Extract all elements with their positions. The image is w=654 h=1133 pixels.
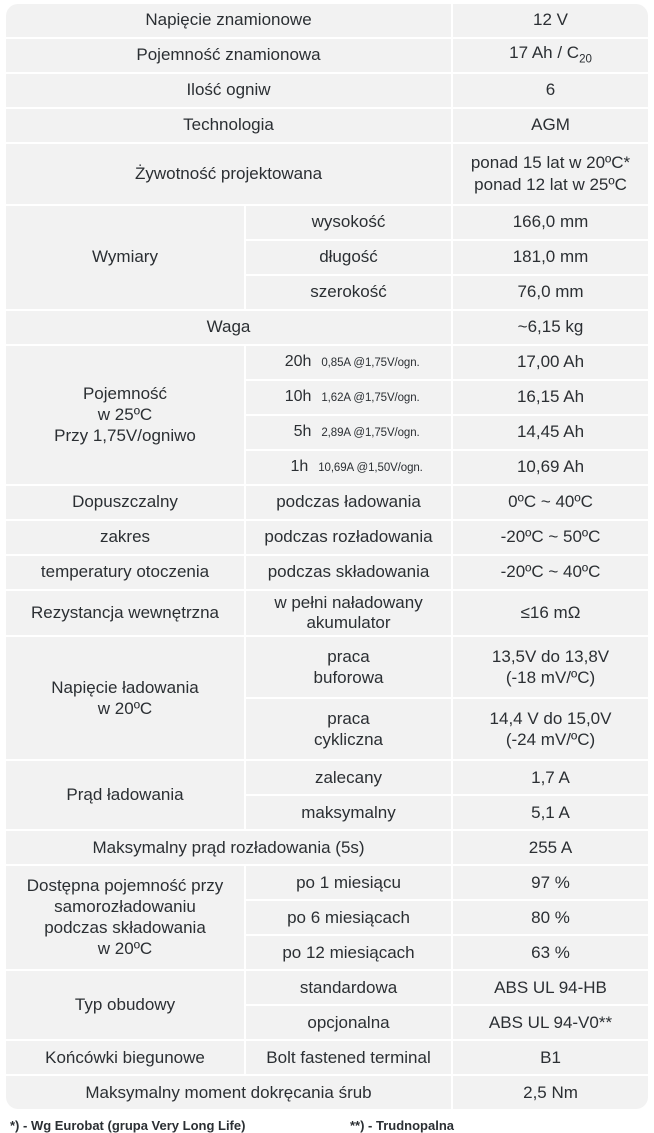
- capacity-current-20h: 0,85A @1,75V/ogn.: [321, 357, 420, 370]
- charge-voltage-value-cyclic: [453, 699, 648, 761]
- table-row: [6, 971, 648, 1006]
- charge-voltage-value-standby: [453, 637, 648, 699]
- capacity-rate-10h: [246, 381, 453, 416]
- self-discharge-value-12months: 63 %: [453, 936, 648, 971]
- temperature-sub-charging: podczas ładowania: [246, 486, 453, 521]
- table-row: [6, 486, 648, 521]
- row-label-technology: Technologia: [6, 109, 453, 144]
- self-discharge-label-line-3: podczas składowania: [44, 918, 206, 938]
- table-row: [6, 556, 648, 591]
- specification-table-body: [6, 4, 648, 1109]
- row-label-max-torque: Maksymalny moment dokręcania śrub: [6, 1076, 453, 1109]
- self-discharge-label-line-1: Dostępna pojemność przy: [26, 876, 224, 895]
- capacity-label-line-1: Pojemność: [82, 383, 168, 403]
- row-label-charge-voltage: [6, 637, 246, 761]
- capacity-rate-1h: [246, 451, 453, 486]
- design-life-line-1: ponad 15 lat w 20ºC*: [470, 153, 631, 173]
- row-label-nominal-capacity: Pojemność znamionowa: [6, 39, 453, 74]
- temperature-value-discharging: -20ºC ~ 50ºC: [453, 521, 648, 556]
- charge-voltage-label-line-2: w 20ºC: [97, 698, 153, 718]
- footnote-single-asterisk: *) - Wg Eurobat (grupa Very Long Life): [10, 1118, 246, 1133]
- housing-sub-standard: standardowa: [246, 971, 453, 1006]
- row-label-terminals: Końcówki biegunowe: [6, 1041, 246, 1076]
- charge-voltage-value-standby-line-2: (-18 mV/ºC): [505, 667, 596, 687]
- table-row: [6, 74, 648, 109]
- capacity-hours-1h: 1h: [290, 458, 309, 476]
- dimension-sub-length: długość: [246, 241, 453, 276]
- charge-voltage-sub-standby-line-2: buforowa: [313, 667, 384, 687]
- table-row: [6, 109, 648, 144]
- charge-voltage-label-line-1: Napięcie ładowania: [51, 677, 199, 697]
- charge-voltage-value-standby-line-1: 13,5V do 13,8V: [491, 646, 610, 666]
- table-row: [6, 4, 648, 39]
- table-row: [6, 144, 648, 206]
- self-discharge-sub-1month: po 1 miesiącu: [246, 866, 453, 901]
- housing-sub-optional: opcjonalna: [246, 1006, 453, 1041]
- self-discharge-label-line-4: w 20ºC: [97, 939, 153, 959]
- capacity-hours-10h: 10h: [284, 388, 312, 406]
- charge-voltage-sub-cyclic: [246, 699, 453, 761]
- table-row: [6, 591, 648, 637]
- table-row: [6, 1041, 648, 1076]
- row-value-technology: AGM: [453, 109, 648, 144]
- row-value-max-torque: 2,5 Nm: [453, 1076, 648, 1109]
- footnotes: [6, 1118, 648, 1133]
- row-label-charge-current: Prąd ładowania: [6, 761, 246, 831]
- charge-current-value-recommended: 1,7 A: [453, 761, 648, 796]
- row-label-capacity: [6, 346, 246, 486]
- charge-voltage-sub-cyclic-line-1: praca: [327, 708, 370, 728]
- footnote-double-asterisk: **) - Trudnopalna: [350, 1118, 454, 1133]
- terminals-value: B1: [453, 1041, 648, 1076]
- temperature-sub-storage: podczas składowania: [246, 556, 453, 591]
- row-label-internal-resistance: Rezystancja wewnętrzna: [6, 591, 246, 637]
- capacity-value-10h: 16,15 Ah: [453, 381, 648, 416]
- charge-voltage-value-cyclic-line-1: 14,4 V do 15,0V: [489, 708, 612, 728]
- dimension-sub-width: szerokość: [246, 276, 453, 311]
- table-row: [6, 831, 648, 866]
- charge-voltage-sub-standby-line-1: praca: [327, 646, 370, 666]
- dimension-value-height: 166,0 mm: [453, 206, 648, 241]
- table-row: [6, 39, 648, 74]
- capacity-value-1h: 10,69 Ah: [453, 451, 648, 486]
- temperature-value-charging: 0ºC ~ 40ºC: [453, 486, 648, 521]
- temperature-label-line-2: zakres: [6, 521, 246, 556]
- capacity-label-line-2: w 25ºC: [97, 404, 153, 424]
- capacity-current-5h: 2,89A @1,75V/ogn.: [321, 427, 420, 440]
- row-value-cell-count: 6: [453, 74, 648, 109]
- capacity-rate-20h: [246, 346, 453, 381]
- row-label-weight: Waga: [6, 311, 453, 346]
- capacity-current-1h: 10,69A @1,50V/ogn.: [318, 462, 423, 475]
- row-label-self-discharge: [6, 866, 246, 971]
- charge-voltage-sub-cyclic-line-2: cykliczna: [314, 729, 383, 749]
- row-label-dimensions: Wymiary: [6, 206, 246, 311]
- terminals-sub-type: Bolt fastened terminal: [246, 1041, 453, 1076]
- capacity-hours-5h: 5h: [293, 423, 312, 441]
- self-discharge-label-line-2: samorozładowaniu: [54, 897, 196, 917]
- dimension-value-length: 181,0 mm: [453, 241, 648, 276]
- self-discharge-sub-12months: po 12 miesiącach: [246, 936, 453, 971]
- table-row: [6, 346, 648, 381]
- self-discharge-sub-6months: po 6 miesiącach: [246, 901, 453, 936]
- self-discharge-value-1month: 97 %: [453, 866, 648, 901]
- self-discharge-value-6months: 80 %: [453, 901, 648, 936]
- capacity-rate-5h: [246, 416, 453, 451]
- internal-resistance-condition: w pełni naładowany akumulator: [246, 591, 453, 637]
- table-row: [6, 761, 648, 796]
- temperature-value-storage: -20ºC ~ 40ºC: [453, 556, 648, 591]
- charge-voltage-sub-standby: [246, 637, 453, 699]
- specification-table: [6, 4, 648, 1109]
- row-value-design-life: [453, 144, 648, 206]
- row-value-max-discharge-current: 255 A: [453, 831, 648, 866]
- table-row: [6, 206, 648, 241]
- capacity-value-20h: 17,00 Ah: [453, 346, 648, 381]
- charge-current-sub-maximum: maksymalny: [246, 796, 453, 831]
- row-label-housing-type: Typ obudowy: [6, 971, 246, 1041]
- temperature-label-line-3: temperatury otoczenia: [6, 556, 246, 591]
- table-row: [6, 311, 648, 346]
- table-row: [6, 637, 648, 699]
- row-value-nominal-capacity: 17 Ah / $C_{20}$: [453, 39, 648, 74]
- row-value-nominal-voltage: 12 V: [453, 4, 648, 39]
- capacity-label-line-3: Przy 1,75V/ogniwo: [54, 426, 196, 446]
- row-label-design-life: Żywotność projektowana: [6, 144, 453, 206]
- row-label-cell-count: Ilość ogniw: [6, 74, 453, 109]
- capacity-hours-20h: 20h: [284, 353, 312, 371]
- charge-voltage-value-cyclic-line-2: (-24 mV/ºC): [505, 729, 596, 749]
- row-label-nominal-voltage: Napięcie znamionowe: [6, 4, 453, 39]
- table-row: [6, 1076, 648, 1109]
- temperature-label-line-1: Dopuszczalny: [6, 486, 246, 521]
- row-label-max-discharge-current: Maksymalny prąd rozładowania (5s): [6, 831, 453, 866]
- table-row: [6, 521, 648, 556]
- capacity-current-10h: 1,62A @1,75V/ogn.: [321, 392, 420, 405]
- temperature-sub-discharging: podczas rozładowania: [246, 521, 453, 556]
- design-life-line-2: ponad 12 lat w 25ºC: [474, 174, 627, 194]
- row-value-weight: ~6,15 kg: [453, 311, 648, 346]
- charge-current-sub-recommended: zalecany: [246, 761, 453, 796]
- capacity-value-5h: 14,45 Ah: [453, 416, 648, 451]
- housing-value-standard: ABS UL 94-HB: [453, 971, 648, 1006]
- charge-current-value-maximum: 5,1 A: [453, 796, 648, 831]
- dimension-sub-height: wysokość: [246, 206, 453, 241]
- dimension-value-width: 76,0 mm: [453, 276, 648, 311]
- internal-resistance-value: ≤16 mΩ: [453, 591, 648, 637]
- housing-value-optional: ABS UL 94-V0**: [453, 1006, 648, 1041]
